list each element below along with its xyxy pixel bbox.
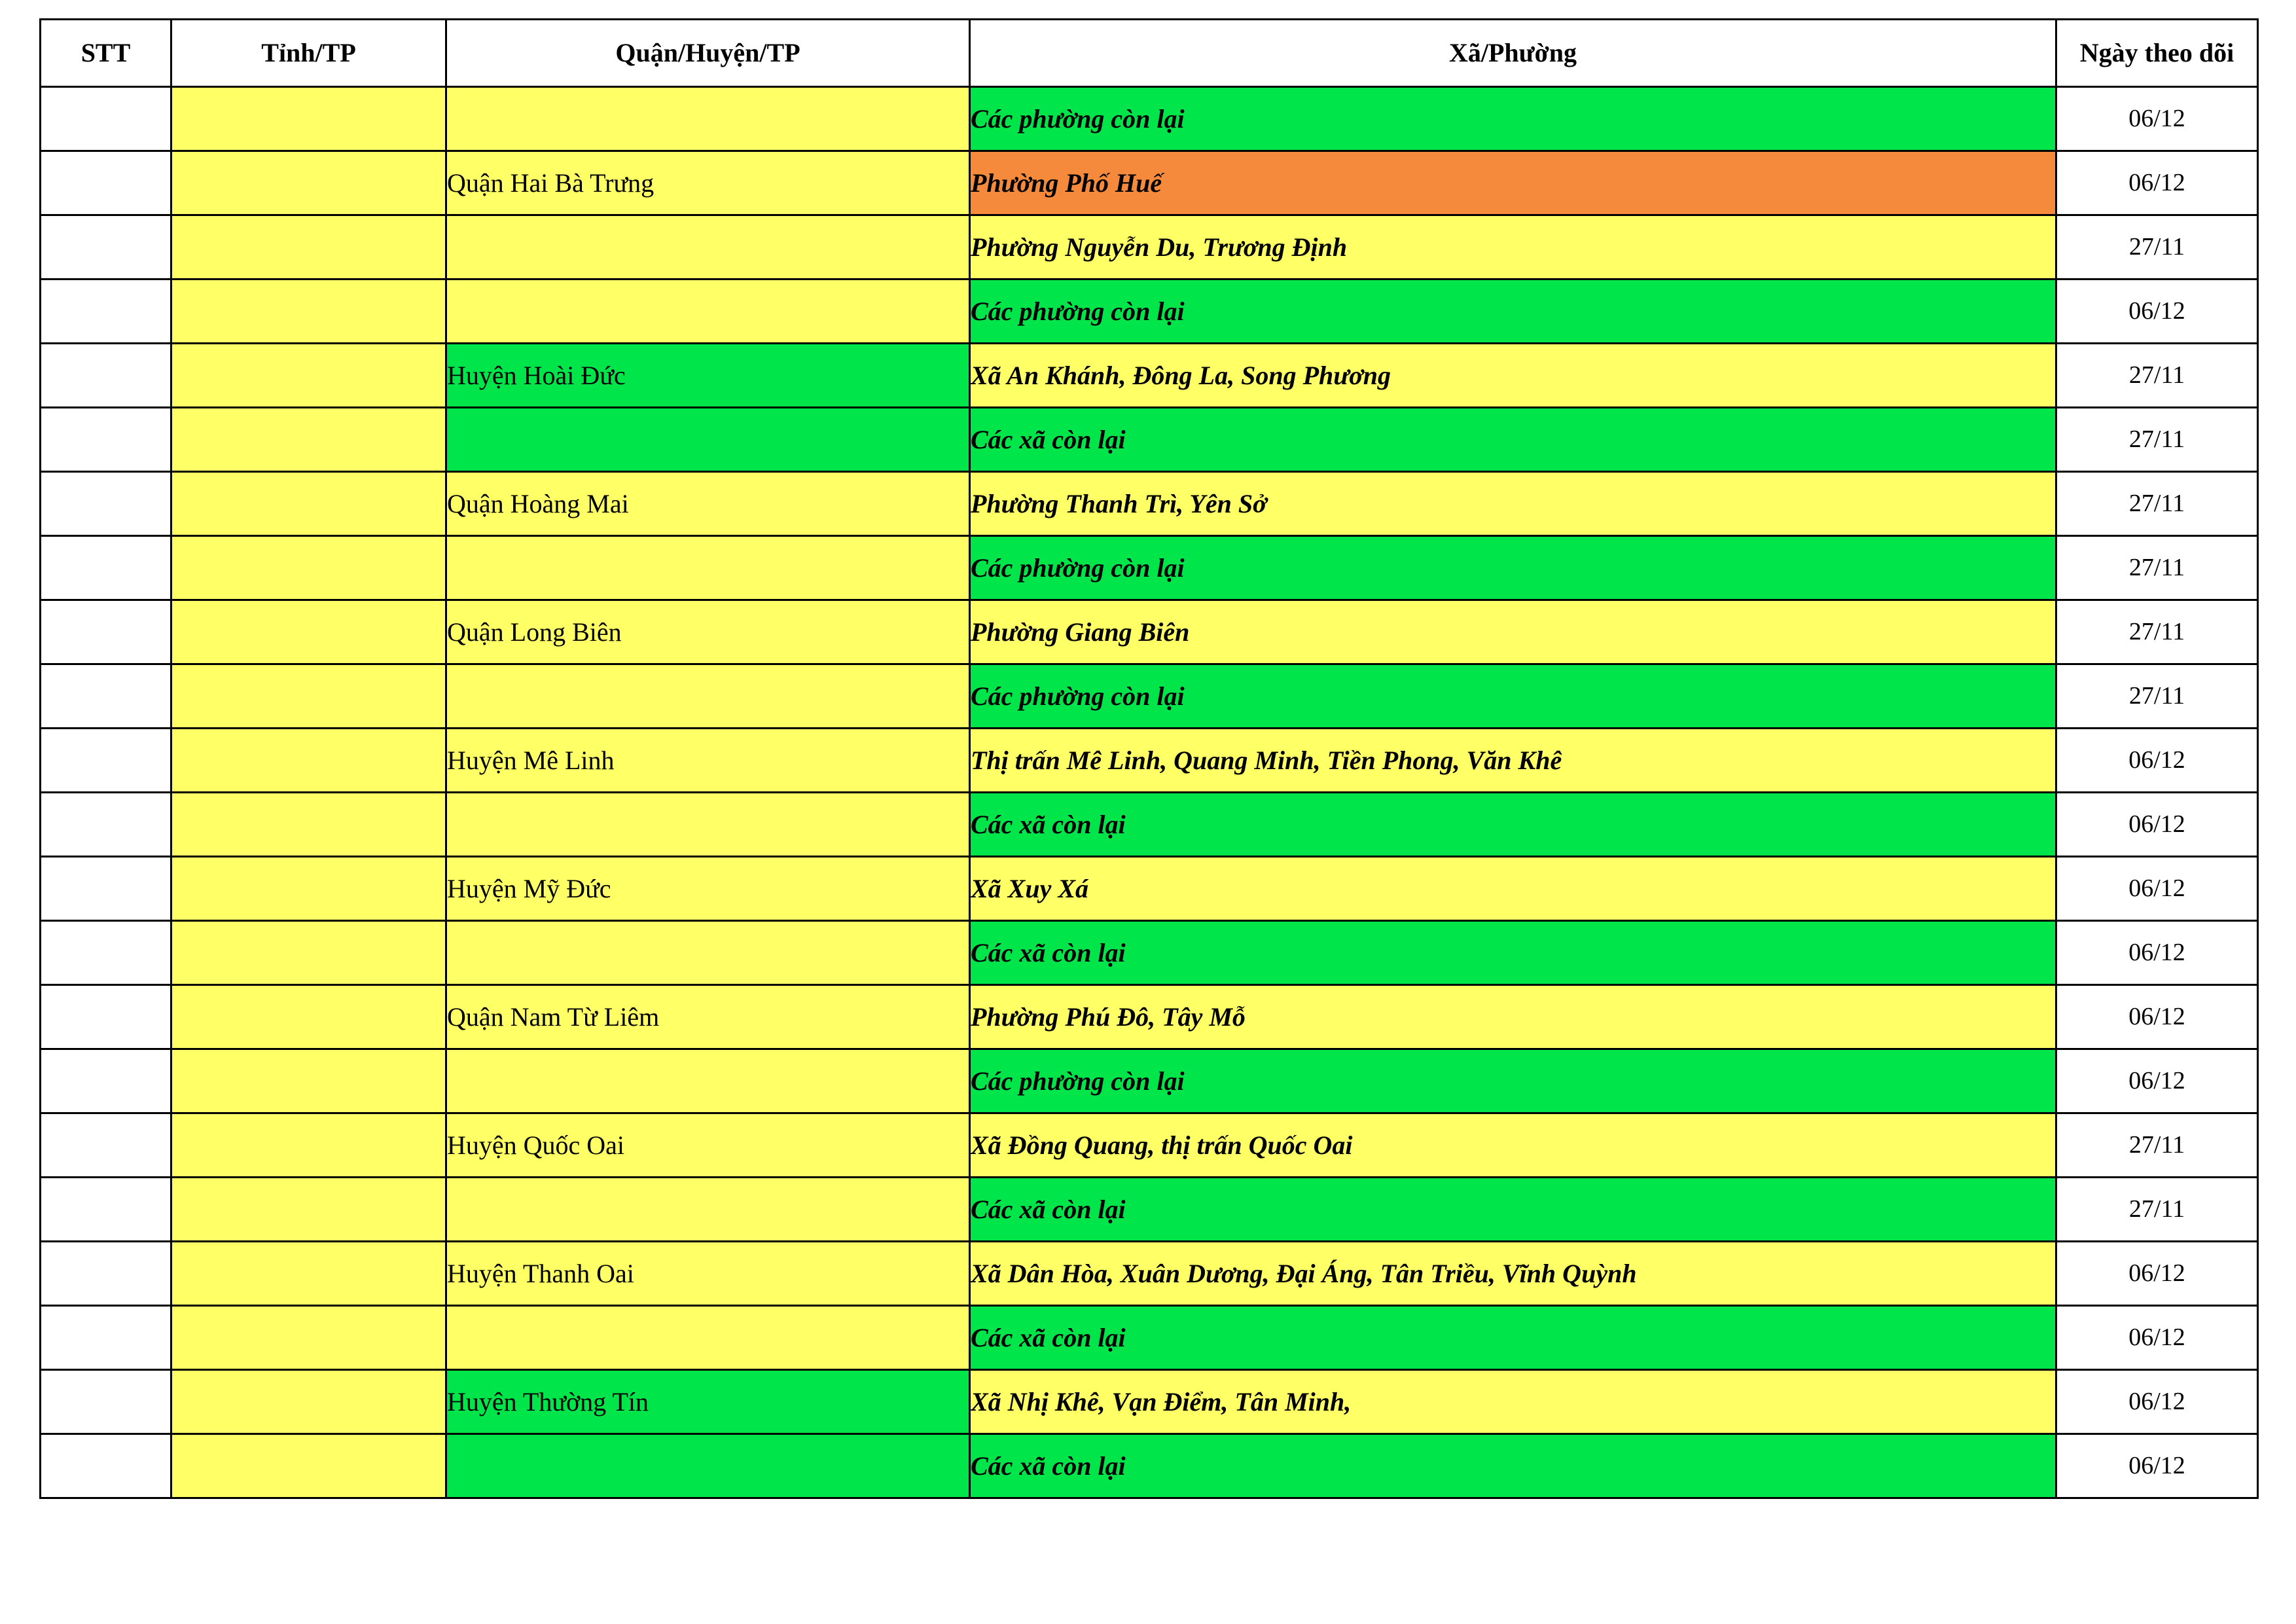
cell-province bbox=[171, 1434, 446, 1498]
table-row bbox=[41, 472, 2258, 536]
cell-stt bbox=[41, 600, 171, 664]
cell-date: 06/12 bbox=[2056, 985, 2258, 1049]
cell-stt bbox=[41, 985, 171, 1049]
cell-date: 27/11 bbox=[2056, 215, 2258, 280]
table-row bbox=[41, 857, 2258, 921]
cell-date: 27/11 bbox=[2056, 1178, 2258, 1242]
table-row bbox=[41, 1178, 2258, 1242]
cell-province bbox=[171, 793, 446, 857]
cell-ward: Phường Phố Huế bbox=[970, 151, 2056, 215]
cell-date: 06/12 bbox=[2056, 280, 2258, 344]
cell-province bbox=[171, 536, 446, 600]
cell-province bbox=[171, 280, 446, 344]
cell-ward: Phường Giang Biên bbox=[970, 600, 2056, 664]
cell-district bbox=[446, 280, 970, 344]
cell-ward: Các phường còn lại bbox=[970, 664, 2056, 729]
cell-district bbox=[446, 408, 970, 472]
table-row bbox=[41, 1049, 2258, 1113]
table-row bbox=[41, 1370, 2258, 1434]
cell-ward: Các phường còn lại bbox=[970, 280, 2056, 344]
cell-date: 06/12 bbox=[2056, 87, 2258, 151]
cell-province bbox=[171, 921, 446, 985]
cell-stt bbox=[41, 280, 171, 344]
cell-stt bbox=[41, 729, 171, 793]
cell-stt bbox=[41, 151, 171, 215]
cell-ward: Các xã còn lại bbox=[970, 793, 2056, 857]
cell-date: 06/12 bbox=[2056, 151, 2258, 215]
cell-province bbox=[171, 1049, 446, 1113]
column-header-ward: Xã/Phường bbox=[970, 20, 2056, 87]
cell-ward: Các xã còn lại bbox=[970, 1434, 2056, 1498]
table-row bbox=[41, 215, 2258, 280]
cell-date: 27/11 bbox=[2056, 472, 2258, 536]
table-row bbox=[41, 793, 2258, 857]
cell-district: Huyện Hoài Đức bbox=[446, 344, 970, 408]
table-row bbox=[41, 921, 2258, 985]
table-row bbox=[41, 280, 2258, 344]
cell-date: 06/12 bbox=[2056, 1434, 2258, 1498]
cell-district bbox=[446, 215, 970, 280]
table-row bbox=[41, 151, 2258, 215]
cell-province bbox=[171, 1306, 446, 1370]
table-row bbox=[41, 1306, 2258, 1370]
cell-district bbox=[446, 793, 970, 857]
cell-stt bbox=[41, 921, 171, 985]
cell-stt bbox=[41, 1370, 171, 1434]
cell-province bbox=[171, 215, 446, 280]
column-header-province: Tỉnh/TP bbox=[171, 20, 446, 87]
cell-province bbox=[171, 729, 446, 793]
cell-date: 27/11 bbox=[2056, 344, 2258, 408]
cell-date: 27/11 bbox=[2056, 664, 2258, 729]
epidemic-level-table bbox=[39, 18, 2259, 1499]
cell-province bbox=[171, 408, 446, 472]
cell-stt bbox=[41, 536, 171, 600]
cell-province bbox=[171, 1178, 446, 1242]
table-row bbox=[41, 87, 2258, 151]
cell-ward: Xã Xuy Xá bbox=[970, 857, 2056, 921]
table-header bbox=[41, 20, 2258, 87]
cell-ward: Xã Dân Hòa, Xuân Dương, Đại Áng, Tân Triều, Vĩnh Quỳnh bbox=[970, 1242, 2056, 1306]
cell-province bbox=[171, 664, 446, 729]
cell-stt bbox=[41, 1049, 171, 1113]
cell-ward: Phường Phú Đô, Tây Mỗ bbox=[970, 985, 2056, 1049]
cell-district: Quận Long Biên bbox=[446, 600, 970, 664]
cell-ward: Thị trấn Mê Linh, Quang Minh, Tiền Phong, Văn Khê bbox=[970, 729, 2056, 793]
table-row bbox=[41, 344, 2258, 408]
cell-province bbox=[171, 87, 446, 151]
cell-stt bbox=[41, 1242, 171, 1306]
cell-ward: Xã An Khánh, Đông La, Song Phương bbox=[970, 344, 2056, 408]
table-row bbox=[41, 729, 2258, 793]
cell-date: 06/12 bbox=[2056, 793, 2258, 857]
cell-date: 06/12 bbox=[2056, 1049, 2258, 1113]
cell-date: 06/12 bbox=[2056, 857, 2258, 921]
cell-date: 27/11 bbox=[2056, 536, 2258, 600]
cell-district: Quận Hai Bà Trưng bbox=[446, 151, 970, 215]
cell-district bbox=[446, 536, 970, 600]
cell-stt bbox=[41, 857, 171, 921]
cell-date: 27/11 bbox=[2056, 1113, 2258, 1178]
cell-district bbox=[446, 1178, 970, 1242]
cell-province bbox=[171, 151, 446, 215]
cell-ward: Phường Nguyễn Du, Trương Định bbox=[970, 215, 2056, 280]
cell-ward: Phường Thanh Trì, Yên Sở bbox=[970, 472, 2056, 536]
cell-district: Quận Hoàng Mai bbox=[446, 472, 970, 536]
cell-district: Quận Nam Từ Liêm bbox=[446, 985, 970, 1049]
table-row bbox=[41, 1113, 2258, 1178]
cell-province bbox=[171, 472, 446, 536]
cell-province bbox=[171, 600, 446, 664]
cell-stt bbox=[41, 793, 171, 857]
cell-ward: Các phường còn lại bbox=[970, 1049, 2056, 1113]
cell-province bbox=[171, 1370, 446, 1434]
header-row bbox=[41, 20, 2258, 87]
column-header-stt: STT bbox=[41, 20, 171, 87]
cell-district bbox=[446, 921, 970, 985]
cell-district: Huyện Mê Linh bbox=[446, 729, 970, 793]
cell-stt bbox=[41, 1434, 171, 1498]
table-row bbox=[41, 1242, 2258, 1306]
cell-date: 06/12 bbox=[2056, 1306, 2258, 1370]
cell-stt bbox=[41, 344, 171, 408]
cell-district bbox=[446, 664, 970, 729]
cell-ward: Xã Nhị Khê, Vạn Điểm, Tân Minh, bbox=[970, 1370, 2056, 1434]
table-body bbox=[41, 87, 2258, 1498]
cell-ward: Các xã còn lại bbox=[970, 1178, 2056, 1242]
table-row bbox=[41, 600, 2258, 664]
cell-stt bbox=[41, 1178, 171, 1242]
cell-district bbox=[446, 1434, 970, 1498]
cell-stt bbox=[41, 87, 171, 151]
cell-ward: Xã Đồng Quang, thị trấn Quốc Oai bbox=[970, 1113, 2056, 1178]
cell-date: 06/12 bbox=[2056, 1242, 2258, 1306]
cell-district bbox=[446, 1049, 970, 1113]
cell-district: Huyện Quốc Oai bbox=[446, 1113, 970, 1178]
cell-ward: Các phường còn lại bbox=[970, 87, 2056, 151]
cell-province bbox=[171, 1113, 446, 1178]
cell-ward: Các phường còn lại bbox=[970, 536, 2056, 600]
cell-date: 06/12 bbox=[2056, 1370, 2258, 1434]
table-row bbox=[41, 536, 2258, 600]
cell-stt bbox=[41, 215, 171, 280]
cell-date: 06/12 bbox=[2056, 921, 2258, 985]
table-row bbox=[41, 985, 2258, 1049]
cell-province bbox=[171, 344, 446, 408]
cell-ward: Các xã còn lại bbox=[970, 921, 2056, 985]
column-header-date: Ngày theo dõi bbox=[2056, 20, 2258, 87]
table-row bbox=[41, 1434, 2258, 1498]
cell-district bbox=[446, 87, 970, 151]
cell-district: Huyện Mỹ Đức bbox=[446, 857, 970, 921]
table-row bbox=[41, 664, 2258, 729]
cell-date: 27/11 bbox=[2056, 408, 2258, 472]
cell-province bbox=[171, 985, 446, 1049]
cell-stt bbox=[41, 472, 171, 536]
column-header-district: Quận/Huyện/TP bbox=[446, 20, 970, 87]
cell-stt bbox=[41, 408, 171, 472]
cell-stt bbox=[41, 1306, 171, 1370]
cell-ward: Các xã còn lại bbox=[970, 1306, 2056, 1370]
cell-date: 27/11 bbox=[2056, 600, 2258, 664]
cell-district: Huyện Thanh Oai bbox=[446, 1242, 970, 1306]
cell-stt bbox=[41, 1113, 171, 1178]
cell-district: Huyện Thường Tín bbox=[446, 1370, 970, 1434]
table-row bbox=[41, 408, 2258, 472]
cell-date: 06/12 bbox=[2056, 729, 2258, 793]
cell-province bbox=[171, 1242, 446, 1306]
cell-province bbox=[171, 857, 446, 921]
cell-stt bbox=[41, 664, 171, 729]
cell-ward: Các xã còn lại bbox=[970, 408, 2056, 472]
cell-district bbox=[446, 1306, 970, 1370]
